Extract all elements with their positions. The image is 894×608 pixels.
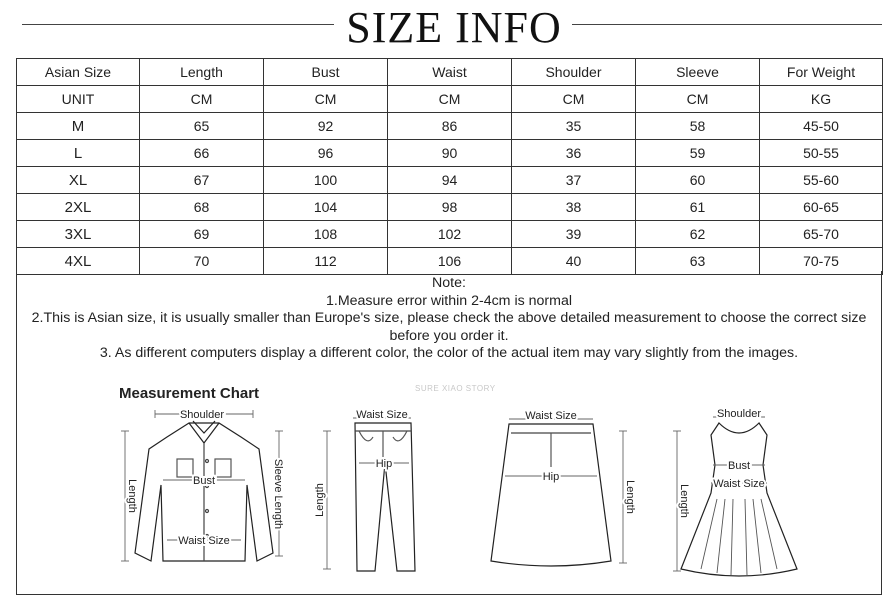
column-header: Length bbox=[140, 59, 264, 86]
table-row bbox=[17, 113, 883, 140]
table-row bbox=[17, 221, 883, 248]
table-cell: 55-60 bbox=[760, 167, 883, 194]
table-cell: 59 bbox=[636, 140, 760, 167]
dress-waist-label: Waist Size bbox=[713, 478, 765, 490]
measurement-chart-illustrations bbox=[17, 271, 881, 594]
table-cell: 39 bbox=[512, 221, 636, 248]
size-table bbox=[16, 58, 883, 275]
shirt-waist-label: Waist Size bbox=[178, 535, 230, 547]
table-cell: 94 bbox=[388, 167, 512, 194]
shirt-bust-label: Bust bbox=[192, 475, 216, 487]
unit-cell: CM bbox=[636, 86, 760, 113]
table-cell: 58 bbox=[636, 113, 760, 140]
table-cell: 100 bbox=[264, 167, 388, 194]
size-cell: 2XL bbox=[17, 194, 140, 221]
table-cell: 38 bbox=[512, 194, 636, 221]
size-cell: 4XL bbox=[17, 248, 140, 275]
table-cell: 40 bbox=[512, 248, 636, 275]
dress-length-label: Length bbox=[678, 484, 690, 518]
table-cell: 67 bbox=[140, 167, 264, 194]
table-cell: 108 bbox=[264, 221, 388, 248]
table-cell: 106 bbox=[388, 248, 512, 275]
table-cell: 35 bbox=[512, 113, 636, 140]
skirt-length-label: Length bbox=[624, 480, 636, 514]
table-cell: 90 bbox=[388, 140, 512, 167]
table-row bbox=[17, 167, 883, 194]
table-cell: 60 bbox=[636, 167, 760, 194]
pants-illustration bbox=[314, 409, 415, 571]
table-unit-row bbox=[17, 86, 883, 113]
size-cell: M bbox=[17, 113, 140, 140]
shirt-illustration bbox=[121, 409, 284, 561]
table-cell: 70 bbox=[140, 248, 264, 275]
table-cell: 68 bbox=[140, 194, 264, 221]
table-cell: 61 bbox=[636, 194, 760, 221]
table-cell: 66 bbox=[140, 140, 264, 167]
shirt-shoulder-label: Shoulder bbox=[179, 409, 225, 421]
table-cell: 37 bbox=[512, 167, 636, 194]
table-cell: 69 bbox=[140, 221, 264, 248]
table-cell: 104 bbox=[264, 194, 388, 221]
measurement-chart-title: Measurement Chart bbox=[119, 385, 260, 402]
shirt-length-label: Length bbox=[126, 479, 138, 513]
column-header: Bust bbox=[264, 59, 388, 86]
size-cell: 3XL bbox=[17, 221, 140, 248]
unit-cell: CM bbox=[140, 86, 264, 113]
unit-cell: UNIT bbox=[17, 86, 140, 113]
column-header: Asian Size bbox=[17, 59, 140, 86]
table-cell: 96 bbox=[264, 140, 388, 167]
pants-waist-label: Waist Size bbox=[356, 409, 408, 421]
watermark: SURE XIAO STORY bbox=[415, 384, 496, 393]
size-cell: L bbox=[17, 140, 140, 167]
column-header: Waist bbox=[388, 59, 512, 86]
table-cell: 102 bbox=[388, 221, 512, 248]
dress-shoulder-label: Shoulder bbox=[716, 408, 762, 420]
unit-cell: CM bbox=[388, 86, 512, 113]
size-cell: XL bbox=[17, 167, 140, 194]
pants-hip-label: Hip bbox=[375, 458, 393, 470]
table-cell: 65 bbox=[140, 113, 264, 140]
column-header: For Weight bbox=[760, 59, 883, 86]
table-cell: 45-50 bbox=[760, 113, 883, 140]
title-row bbox=[0, 0, 894, 56]
unit-cell: CM bbox=[264, 86, 388, 113]
table-cell: 62 bbox=[636, 221, 760, 248]
note-line-3: 3. As different computers display a different color, the color of the actual item may vary slightly from the images. bbox=[99, 345, 799, 361]
note-heading: Note: bbox=[432, 275, 466, 291]
table-cell: 112 bbox=[264, 248, 388, 275]
table-row bbox=[17, 140, 883, 167]
note-line-2-cont: before you order it. bbox=[389, 327, 509, 344]
unit-cell: KG bbox=[760, 86, 883, 113]
dress-illustration bbox=[673, 408, 797, 576]
table-cell: 50-55 bbox=[760, 140, 883, 167]
note-line-2: 2.This is Asian size, it is usually smaller than Europe's size, please check the above detailed measurement to choose the correct size bbox=[31, 310, 867, 326]
table-cell: 70-75 bbox=[760, 248, 883, 275]
table-cell: 98 bbox=[388, 194, 512, 221]
table-cell: 36 bbox=[512, 140, 636, 167]
dress-bust-label: Bust bbox=[727, 460, 751, 472]
table-cell: 65-70 bbox=[760, 221, 883, 248]
table-cell: 86 bbox=[388, 113, 512, 140]
page-title: SIZE INFO bbox=[346, 3, 562, 52]
table-cell: 63 bbox=[636, 248, 760, 275]
column-header: Shoulder bbox=[512, 59, 636, 86]
table-header-row bbox=[17, 59, 883, 86]
shirt-sleeve-label: Sleeve Length bbox=[272, 458, 284, 530]
title-rule-right bbox=[572, 24, 882, 25]
table-row bbox=[17, 194, 883, 221]
skirt-waist-label: Waist Size bbox=[525, 410, 577, 422]
title-rule-left bbox=[22, 24, 334, 25]
table-cell: 92 bbox=[264, 113, 388, 140]
table-cell: 60-65 bbox=[760, 194, 883, 221]
unit-cell: CM bbox=[512, 86, 636, 113]
skirt-illustration bbox=[491, 410, 636, 566]
skirt-hip-label: Hip bbox=[542, 471, 560, 483]
note-line-1: 1.Measure error within 2-4cm is normal bbox=[326, 292, 572, 309]
notes-box bbox=[16, 271, 882, 595]
column-header: Sleeve bbox=[636, 59, 760, 86]
pants-length-label: Length bbox=[314, 483, 326, 517]
